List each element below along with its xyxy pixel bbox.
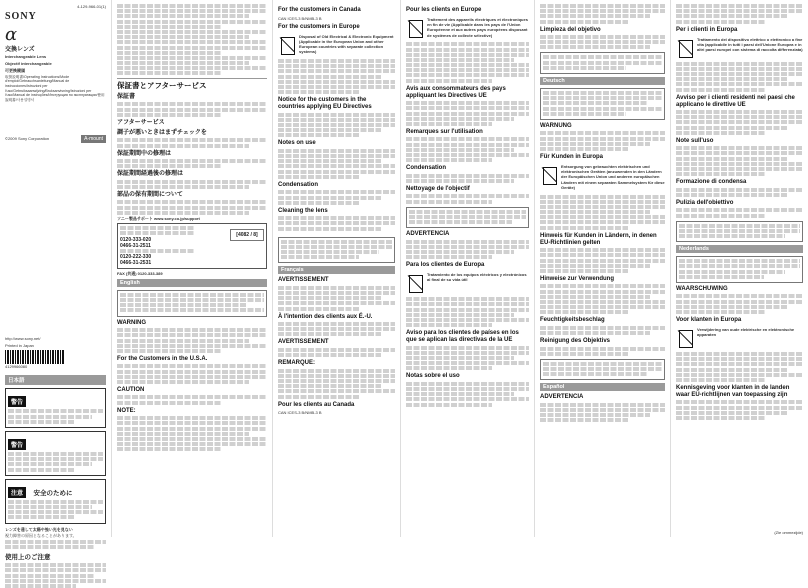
- language-tab-espanol: Español: [540, 383, 665, 391]
- klanten-eu-heading: Voor klanten in Europa: [676, 316, 742, 323]
- note-uso-heading: Note sull'uso: [676, 137, 714, 144]
- warning-label: 警告: [8, 396, 26, 407]
- document-code: 4-129-966-01(1): [77, 4, 106, 9]
- remarque-heading: REMARQUE:: [278, 360, 315, 367]
- hinweise-heading: Hinweise zur Verwendung: [540, 275, 615, 282]
- aviso-ue-heading: Aviso para los clientes de países en los que se aplican las directivas de la UE: [406, 330, 519, 344]
- mount-tab: A-mount: [81, 135, 106, 143]
- condensation-fr-heading: Condensation: [406, 165, 446, 172]
- multi-language-titles: 取扱説明書/Operating Instructions/Mode d'emploi/Gebrauchsanleitung/Manual de instrucciones/Istruzioni per l'uso/Gebruiksaanwijzing/Bruksanvisning/Istruzioni per l'uso/Manual de instruções/Инструкция по эксплуатации/使用說明書/사용설명서: [5, 74, 105, 102]
- crossed-bin-icon: [676, 37, 694, 59]
- pulizia-heading: Pulizia dell'obiettivo: [676, 199, 734, 206]
- warning-box-2: [5, 431, 106, 476]
- tel-3: 0120-222-330: [120, 253, 152, 260]
- waarschuwing-heading: WAARSCHUWING: [676, 285, 728, 292]
- warning-label: 警告: [8, 439, 26, 450]
- verwijdering-heading: Verwijdering van oude elektrische en elektronische apparaten: [697, 326, 795, 338]
- crossed-bin-icon: [278, 34, 296, 56]
- kunden-eu-heading: Für Kunden in Europa: [540, 154, 603, 160]
- warning-box-1: [5, 388, 106, 428]
- post-warranty-sub: 保証期間経過後の修理は: [117, 171, 184, 178]
- tratamiento-heading: Tratamiento de los equipos eléctricos y electrónicos al final de su vida útil: [427, 272, 527, 283]
- cleaning-heading: Cleaning the lens: [278, 207, 328, 214]
- german-column: [534, 0, 670, 537]
- lens-care-heading: レンズを通して太陽や強い光を見ない: [5, 526, 73, 532]
- usa-heading: For the Customers in the U.S.A.: [117, 355, 208, 362]
- formazione-heading: Formazione di condensa: [676, 179, 747, 186]
- remarques-heading: Remarques sur l'utilisation: [406, 128, 483, 135]
- fax-line: FAX (共通) 0120-333-389: [117, 270, 163, 276]
- avertissement-heading: AVERTISSEMENT: [278, 277, 329, 284]
- sony-url: http://www.sony.net/: [5, 336, 41, 342]
- lens-title-zh: 可更換鏡頭: [5, 67, 25, 73]
- lens-title-jp: 交換レンズ: [5, 47, 35, 54]
- crossed-bin-icon: [540, 164, 558, 186]
- language-tab-english: English: [117, 279, 267, 287]
- avis-eu-heading: Avis aux consommateurs des pays appliquant les Directives UE: [406, 85, 506, 99]
- advertencia-es-heading: ADVERTENCIA: [540, 394, 584, 401]
- europe-fr-heading: Pour les clients en Europe: [406, 7, 482, 13]
- warranty-heading: 保証書とアフターサービス: [117, 81, 207, 91]
- phone-box: [117, 223, 267, 269]
- usage-heading: 使用上のご注意: [5, 554, 51, 562]
- lens-title-en: Interchangeable Lens: [5, 54, 47, 60]
- canada-code: CAN ICES-3 B/NMB-3 B: [278, 15, 322, 21]
- canada-code-fr: CAN ICES-3 B/NMB-3 B: [278, 410, 322, 416]
- traitement-heading: Traitement des appareils électriques et électroniques en fin de vie (Applicable dans les pays de l'Union Européenne et aux autres pays européens disposant de systèmes de collecte sélective): [427, 17, 528, 38]
- hinweis-eu-heading: Hinweis für Kunden in Ländern, in denen EU-Richtlinien gelten: [540, 232, 657, 246]
- crossed-bin-icon: [676, 327, 694, 349]
- notes-use-heading: Notes on use: [278, 140, 316, 147]
- support-url: ソニー製品サポート www.sony.co.jp/support: [117, 215, 200, 221]
- canada-heading: For the customers in Canada: [278, 7, 361, 13]
- english-column: [272, 0, 400, 537]
- disposal-heading: Disposal of Old Electrical & Electronic Equipment (Applicable in the European Union and other European countries with separate collection systems): [299, 33, 394, 55]
- barcode-number: 4129966080: [5, 364, 28, 370]
- limpieza-heading: Limpieza del objetivo: [540, 26, 601, 33]
- eu-notice-heading: Notice for the customers in the countries applying EU Directives: [278, 97, 372, 111]
- warning-heading: WARNING: [117, 319, 146, 326]
- canada-fr-heading: Pour les clients au Canada: [278, 401, 355, 408]
- french-column: [400, 0, 534, 537]
- barcode: [5, 350, 65, 364]
- after-service-sub: アフターサービス: [117, 119, 165, 126]
- lens-care-text: 視力障害の原因となることがあります。: [5, 533, 77, 539]
- entsorgung-heading: Entsorgung von gebrauchten elektrischen und elektronischen Geräten (anzuwenden in den Ländern der Europäischen Union und anderen europäischen Ländern mit einem separaten Sammelsystem für diese Geräte): [561, 164, 665, 190]
- printed-in: Printed in Japan: [5, 343, 34, 349]
- continued-note: (Zie ommezijde): [774, 530, 803, 535]
- caution-box: [5, 479, 106, 524]
- trattamento-heading: Trattamento del dispositivo elettrico o elettronico a fine vita (applicabile in tutti i paesi dell'Unione Europea e in altri paesi europei con sistema di raccolta differenziata): [697, 36, 803, 52]
- usa-fr-heading: À l'intention des clients aux É.-U.: [278, 313, 373, 320]
- nettoyage-heading: Nettoyage de l'objectif: [406, 185, 470, 192]
- note-heading: NOTE:: [117, 407, 136, 414]
- advertencia-heading: ADVERTENCIA: [406, 231, 450, 238]
- reinigung-heading: Reinigung des Objektivs: [540, 338, 611, 345]
- avertissement2-heading: AVERTISSEMENT: [278, 339, 329, 346]
- kennisgeving-heading: Kennisgeving voor klanten in de landen waar EU-richtlijnen van toepassing zijn: [676, 384, 790, 398]
- language-tab-jp: 日本語: [5, 375, 106, 385]
- language-tab-francais: Français: [278, 266, 395, 274]
- copyright: ©2009 Sony Corporation: [5, 136, 50, 142]
- condensation-heading: Condensation: [278, 181, 318, 188]
- clienti-eu-heading: Per i clienti in Europa: [676, 26, 738, 33]
- warnung-heading: WARNUNG: [540, 122, 572, 129]
- avviso-ue-heading: Avviso per i clienti residenti nei paesi che applicano le direttive UE: [676, 94, 795, 108]
- alpha-logo: α: [5, 24, 18, 46]
- cover-column: [0, 0, 112, 562]
- italian-column: [670, 0, 808, 537]
- language-tab-deutsch: Deutsch: [540, 77, 665, 85]
- parts-period-sub: 部品の保有期間について: [117, 191, 183, 198]
- warranty-repair-sub: 保証期間中の修理は: [117, 150, 172, 157]
- caution-label: 注意: [8, 487, 26, 498]
- crossed-bin-icon: [406, 272, 424, 294]
- tel-4: 0466-31-2531: [120, 259, 152, 266]
- tel-2: 0466-31-2511: [120, 242, 151, 249]
- tel-1: 0120-333-020: [120, 236, 152, 243]
- caution-heading: CAUTION: [117, 386, 145, 393]
- feuchtigkeit-heading: Feuchtigkeitsbeschlag: [540, 317, 605, 324]
- warranty-sub: 保証書: [117, 93, 136, 100]
- menu-number-box: [4082 / 8]: [230, 229, 264, 241]
- crossed-bin-icon: [406, 17, 424, 39]
- lens-title-fr: Objectif interchangeable: [5, 60, 52, 66]
- safety-heading: 安全のために: [33, 489, 73, 497]
- language-tab-nederlands: Nederlands: [676, 245, 803, 253]
- notas-heading: Notas sobre el uso: [406, 373, 460, 380]
- europe-heading: For the customers in Europe: [278, 23, 360, 30]
- check-sub: 調子が悪いときはまずチェックを: [117, 129, 207, 136]
- para-clientes-heading: Para los clientes de Europa: [406, 262, 485, 269]
- warranty-column: [112, 0, 272, 537]
- brand-logo: SONY: [5, 11, 37, 23]
